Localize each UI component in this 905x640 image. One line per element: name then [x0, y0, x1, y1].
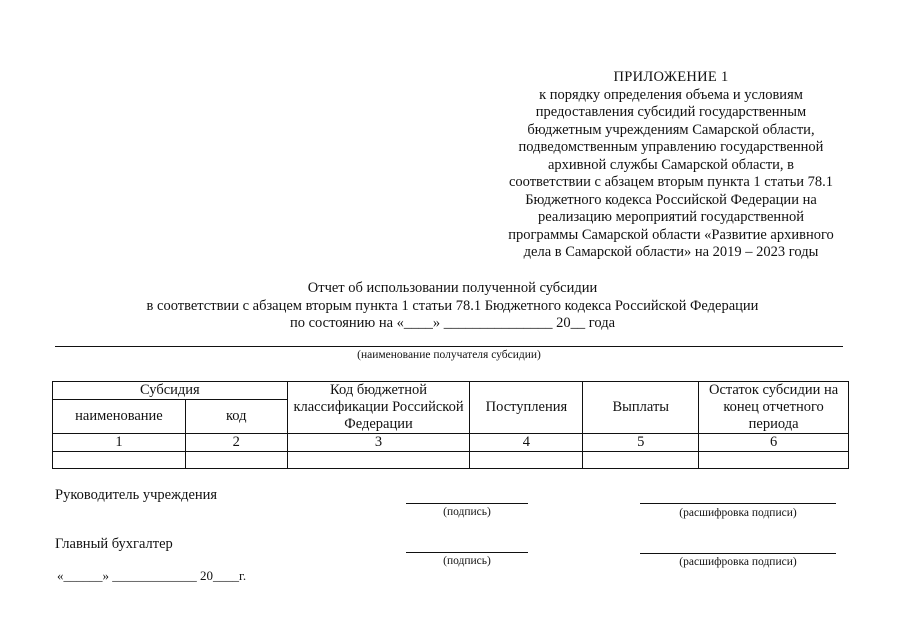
appendix-line: реализацию мероприятий государственной — [538, 209, 804, 225]
table-cell[interactable] — [53, 452, 186, 469]
kbk-header: Код бюджетной классификации Российской Федерации — [287, 382, 470, 434]
payments-header: Выплаты — [583, 382, 699, 434]
column-number: 4 — [470, 434, 583, 452]
column-number: 2 — [185, 434, 287, 452]
recipient-caption: (наименование получателя субсидии) — [357, 349, 541, 361]
receipts-header: Поступления — [470, 382, 583, 434]
report-subtitle-line: в соответствии с абзацем вторым пункта 1 статьи 78.1 Бюджетного кодекса Российской Федерации — [146, 297, 759, 314]
accountant-signature-line[interactable] — [406, 552, 528, 553]
accountant-decoding-line[interactable] — [640, 553, 836, 554]
appendix-line: программы Самарской области «Развитие архивного — [508, 226, 834, 243]
head-signature-line[interactable] — [406, 503, 528, 504]
appendix-line: к порядку определения объема и условиям — [539, 86, 803, 103]
subsidy-header: Субсидия — [53, 382, 288, 400]
recipient-name-line[interactable] — [55, 346, 843, 347]
appendix-line: дела в Самарской области» на 2019 – 2023 годы — [523, 244, 819, 260]
table-cell[interactable] — [287, 452, 470, 469]
report-title — [0, 280, 905, 333]
report-title-line: Отчет об использовании полученной субсидии — [307, 280, 598, 296]
appendix-line: Бюджетного кодекса Российской Федерации на — [525, 191, 817, 208]
balance-header: Остаток субсидии на конец отчетного периода — [699, 382, 849, 434]
table-cell[interactable] — [185, 452, 287, 469]
column-number-row — [53, 434, 849, 452]
code-header: код — [185, 400, 287, 434]
table-row — [53, 452, 849, 469]
appendix-line: архивной службы Самарской области, в — [547, 156, 795, 173]
name-header: наименование — [53, 400, 186, 434]
report-date-line: по состоянию на «____» _______________ 20__ года — [289, 315, 616, 331]
subsidy-table — [52, 381, 849, 469]
accountant-decoding-caption: (расшифровка подписи) — [679, 556, 797, 568]
head-decoding-caption: (расшифровка подписи) — [679, 507, 797, 519]
column-number: 1 — [53, 434, 186, 452]
table-cell[interactable] — [470, 452, 583, 469]
appendix-line: бюджетным учреждениям Самарской области, — [527, 121, 815, 138]
accountant-signature-caption: (подпись) — [443, 555, 491, 567]
appendix-title: ПРИЛОЖЕНИЕ 1 — [613, 69, 729, 85]
head-label: Руководитель учреждения — [55, 487, 218, 503]
appendix-line: подведомственным управлению государственной — [518, 139, 824, 155]
table-cell[interactable] — [699, 452, 849, 469]
appendix-line: предоставления субсидий государственным — [535, 104, 807, 120]
head-decoding-line[interactable] — [640, 503, 836, 504]
accountant-label: Главный бухгалтер — [55, 536, 173, 552]
column-number: 3 — [287, 434, 470, 452]
column-number: 6 — [699, 434, 849, 452]
signing-date[interactable]: «______» _____________ 20____г. — [57, 568, 247, 583]
appendix-header — [495, 69, 847, 262]
table-cell[interactable] — [583, 452, 699, 469]
head-signature-caption: (подпись) — [443, 506, 491, 518]
appendix-line: соответствии с абзацем вторым пункта 1 статьи 78.1 — [508, 174, 834, 190]
column-number: 5 — [583, 434, 699, 452]
